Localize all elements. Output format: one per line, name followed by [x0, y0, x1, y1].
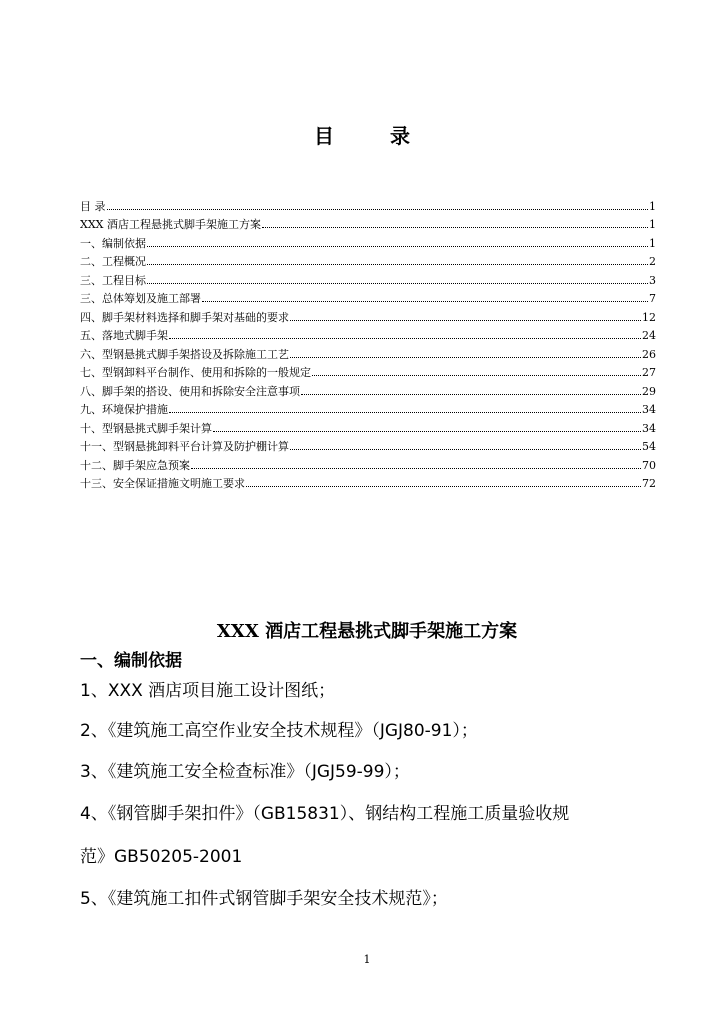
toc-entry-page: 29 — [642, 384, 656, 398]
toc-entry-page: 27 — [642, 366, 656, 379]
section-heading: 一、编制依据 — [80, 651, 182, 671]
toc-dot-leader — [290, 449, 641, 450]
toc-dot-leader — [169, 338, 641, 339]
toc-entry[interactable] — [80, 398, 656, 417]
toc-entry-page: 1 — [649, 199, 656, 213]
toc-dot-leader — [301, 394, 641, 395]
toc-dot-leader — [169, 412, 641, 413]
toc-entry-label: 目 录 — [80, 199, 106, 213]
toc-entry-page: 1 — [649, 236, 656, 250]
toc-entry-page: 70 — [642, 458, 656, 472]
toc-list — [80, 194, 656, 490]
document-title: XXX 酒店工程悬挑式脚手架施工方案 — [216, 621, 518, 642]
toc-dot-leader — [290, 320, 641, 321]
toc-dot-leader — [147, 264, 648, 265]
toc-entry[interactable] — [80, 268, 656, 287]
toc-entry-page: 12 — [642, 310, 656, 324]
toc-entry-label: 一、编制依据 — [80, 236, 146, 250]
toc-dot-leader — [213, 431, 641, 432]
toc-entry[interactable] — [80, 287, 656, 306]
basis-item-5: 5、《建筑施工扣件式钢管脚手架安全技术规范》； — [80, 889, 448, 909]
toc-entry-label: 二、工程概况 — [80, 255, 146, 268]
basis-item-1: 1、XXX 酒店项目施工设计图纸； — [80, 681, 336, 701]
basis-item-4: 4、《钢管脚手架扣件》（GB15831）、钢结构工程施工质量验收规 — [80, 804, 570, 824]
toc-entry-label: 六、型钢悬挑式脚手架搭设及拆除施工工艺 — [80, 347, 289, 361]
toc-entry-page: 34 — [642, 403, 656, 416]
toc-title: 目 录 — [314, 124, 428, 148]
toc-entry-label: 八、脚手架的搭设、使用和拆除安全注意事项 — [80, 384, 300, 398]
toc-dot-leader — [290, 357, 641, 358]
toc-entry[interactable] — [80, 342, 656, 361]
toc-entry[interactable] — [80, 324, 656, 343]
toc-entry-label: 十一、型钢悬挑卸料平台计算及防护棚计算 — [80, 440, 289, 453]
toc-dot-leader — [312, 375, 641, 376]
toc-entry-page: 3 — [649, 273, 656, 287]
toc-entry-label: 十、型钢悬挑式脚手架计算 — [80, 421, 212, 435]
toc-entry-label: 三、工程目标 — [80, 273, 146, 287]
toc-entry-label: 十二、脚手架应急预案 — [80, 458, 190, 472]
basis-item-4-continued: 范》GB50205-2001 — [80, 847, 243, 867]
toc-entry-label: XXX 酒店工程悬挑式脚手架施工方案 — [80, 218, 261, 231]
toc-entry-label: 七、型钢卸料平台制作、使用和拆除的一般规定 — [80, 366, 311, 379]
toc-entry-page: 2 — [649, 255, 656, 268]
toc-dot-leader — [191, 468, 641, 469]
toc-entry-page: 26 — [642, 347, 656, 361]
toc-entry[interactable] — [80, 379, 656, 398]
toc-entry-page: 54 — [642, 440, 656, 453]
toc-entry[interactable] — [80, 453, 656, 472]
basis-item-3: 3、《建筑施工安全检查标准》（JGJ59-99）； — [80, 762, 410, 782]
toc-entry[interactable] — [80, 194, 656, 213]
toc-entry[interactable] — [80, 361, 656, 380]
toc-dot-leader — [262, 227, 648, 228]
toc-entry-label: 十三、安全保证措施文明施工要求 — [80, 477, 245, 490]
toc-entry[interactable] — [80, 435, 656, 454]
toc-dot-leader — [246, 486, 641, 487]
toc-entry[interactable] — [80, 472, 656, 491]
toc-dot-leader — [147, 283, 648, 284]
toc-entry-page: 34 — [642, 421, 656, 435]
toc-entry-page: 7 — [649, 292, 656, 305]
toc-entry[interactable] — [80, 416, 656, 435]
toc-dot-leader — [107, 209, 649, 210]
toc-entry-page: 1 — [649, 218, 656, 231]
toc-dot-leader — [147, 246, 648, 247]
toc-entry[interactable] — [80, 250, 656, 269]
toc-entry-label: 五、落地式脚手架 — [80, 329, 168, 342]
toc-entry-page: 72 — [642, 477, 656, 490]
toc-entry-label: 九、环境保护措施 — [80, 403, 168, 416]
toc-dot-leader — [202, 301, 648, 302]
toc-entry[interactable] — [80, 305, 656, 324]
toc-entry-label: 三、总体筹划及施工部署 — [80, 292, 201, 305]
toc-entry[interactable] — [80, 213, 656, 232]
page-number: 1 — [363, 953, 371, 966]
toc-entry[interactable] — [80, 231, 656, 250]
toc-entry-label: 四、脚手架材料选择和脚手架对基础的要求 — [80, 310, 289, 324]
basis-item-2: 2、《建筑施工高空作业安全技术规程》（JGJ80-91）； — [80, 721, 478, 741]
toc-entry-page: 24 — [642, 329, 656, 342]
